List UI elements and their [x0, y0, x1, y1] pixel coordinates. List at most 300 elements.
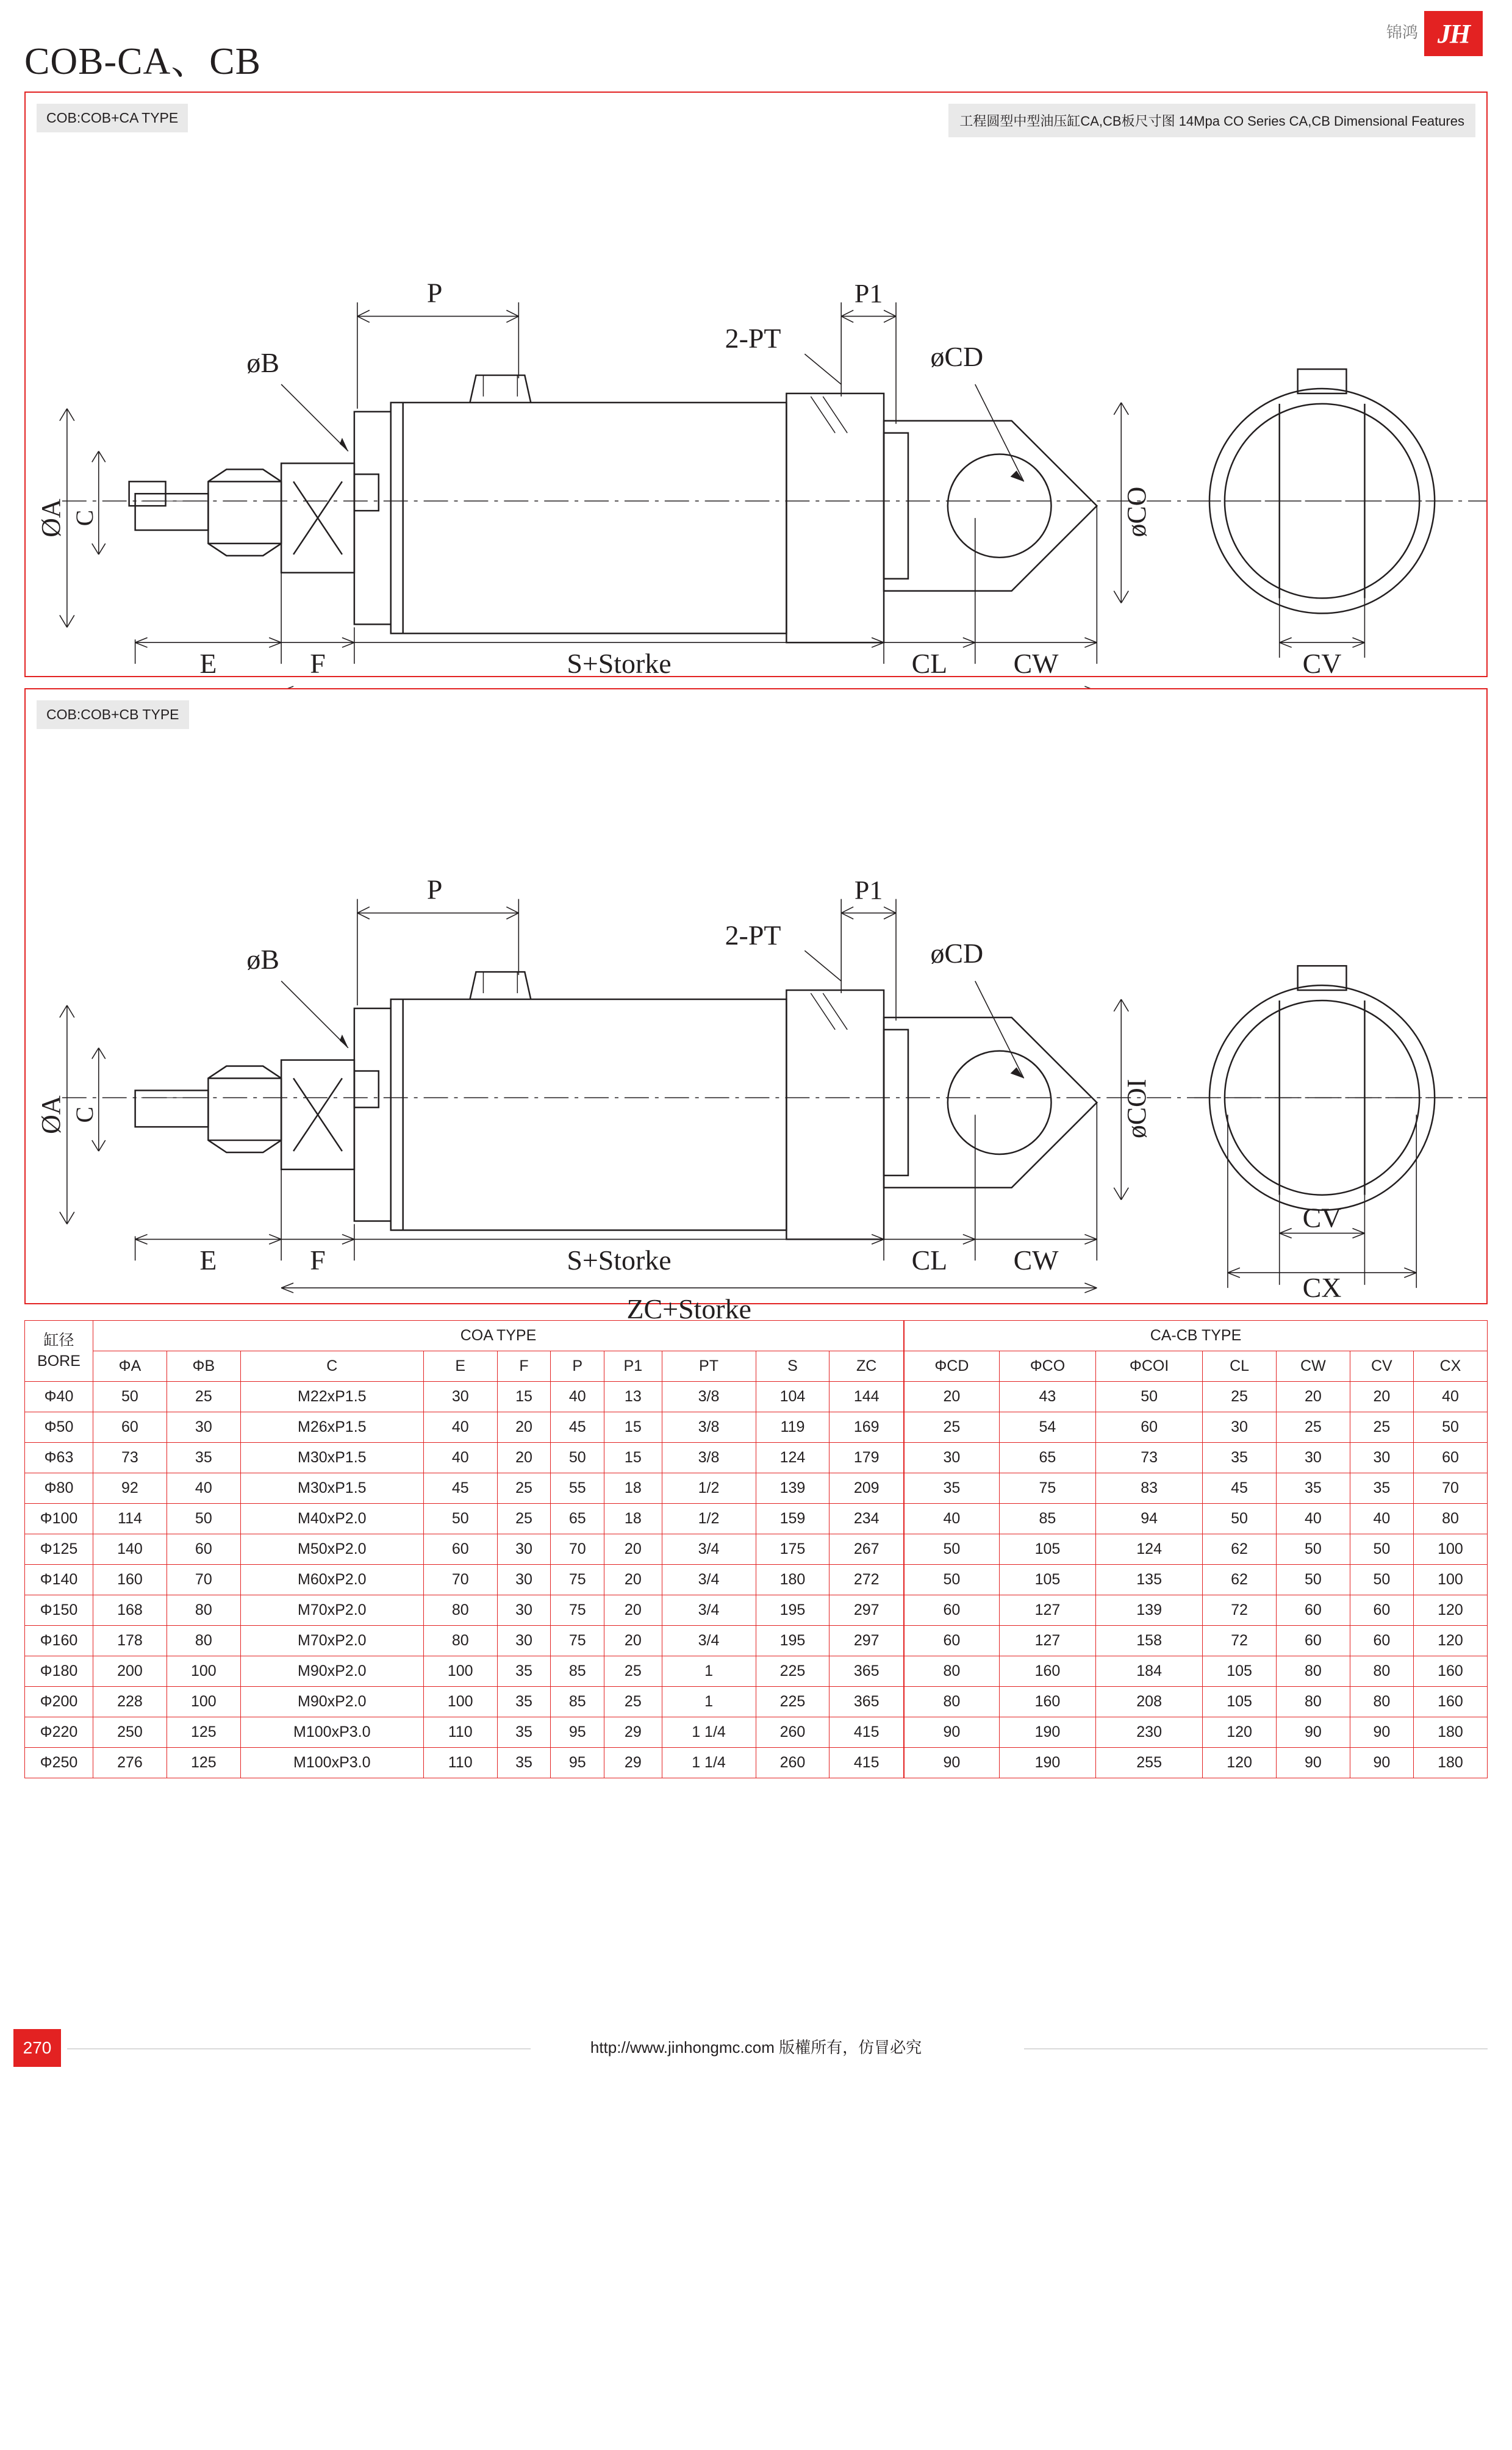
cell-bore: Φ100 [25, 1504, 93, 1534]
page-footer [0, 2029, 1512, 2072]
cell: M90xP2.0 [240, 1687, 423, 1717]
cell: 50 [167, 1504, 240, 1534]
label-P: P [426, 277, 443, 309]
cell: 35 [497, 1687, 551, 1717]
cell: 104 [756, 1382, 829, 1412]
cell: 70 [1413, 1473, 1487, 1504]
label-oCD-2: øCD [930, 938, 984, 969]
cell: 70 [423, 1565, 497, 1595]
cell: 105 [999, 1534, 1095, 1565]
cell: 30 [497, 1595, 551, 1626]
cell: 125 [167, 1717, 240, 1748]
cell: 50 [1096, 1382, 1203, 1412]
cell: 20 [604, 1565, 662, 1595]
label-P1: P1 [854, 279, 883, 309]
cell: 50 [904, 1534, 999, 1565]
cell-bore: Φ125 [25, 1534, 93, 1565]
col-header-CD: ΦCD [904, 1351, 999, 1382]
cell: 50 [1350, 1534, 1413, 1565]
cell: 35 [497, 1656, 551, 1687]
group-header-ca-cb: CA-CB TYPE [904, 1321, 1488, 1351]
bore-header-line1: 缸径 [43, 1331, 74, 1349]
cell-bore: Φ150 [25, 1595, 93, 1626]
col-header-CO: ΦCO [999, 1351, 1095, 1382]
cell: 40 [423, 1412, 497, 1443]
cell: 20 [1277, 1382, 1350, 1412]
cell: 65 [551, 1504, 604, 1534]
cell: 225 [756, 1687, 829, 1717]
cell: 85 [999, 1504, 1095, 1534]
cell: 100 [167, 1656, 240, 1687]
cell: 75 [551, 1626, 604, 1656]
cell: 1 1/4 [662, 1717, 756, 1748]
cell: M70xP2.0 [240, 1626, 423, 1656]
cell: 3/4 [662, 1565, 756, 1595]
cell: 50 [551, 1443, 604, 1473]
cell: 80 [1277, 1687, 1350, 1717]
cell: 160 [1413, 1687, 1487, 1717]
cell: 119 [756, 1412, 829, 1443]
cell: 40 [1277, 1504, 1350, 1534]
label-oCOI: øCOI [1122, 1079, 1152, 1138]
panel-tag-cb: COB:COB+CB TYPE [37, 700, 189, 729]
cell: 160 [1413, 1656, 1487, 1687]
cell: 105 [1203, 1687, 1277, 1717]
cell: 50 [904, 1565, 999, 1595]
cell: M100xP3.0 [240, 1717, 423, 1748]
cell: 70 [167, 1565, 240, 1595]
cell: 90 [1277, 1717, 1350, 1748]
cell: 1 [662, 1656, 756, 1687]
logo-chinese-name: 锦鸿 [1386, 24, 1418, 43]
cell: 100 [167, 1687, 240, 1717]
table-row [25, 1504, 1488, 1534]
cell: 100 [1413, 1565, 1487, 1595]
table-column-header-row [25, 1351, 1488, 1382]
table-row [25, 1595, 1488, 1626]
cell: 90 [1350, 1717, 1413, 1748]
page-header [0, 0, 1512, 92]
cell: 30 [1277, 1443, 1350, 1473]
cell: 40 [904, 1504, 999, 1534]
cell: 168 [93, 1595, 167, 1626]
cell: 139 [1096, 1595, 1203, 1626]
cell: 124 [1096, 1534, 1203, 1565]
label-F: F [310, 648, 326, 680]
cell: 195 [756, 1626, 829, 1656]
label-CW-2: CW [1013, 1245, 1059, 1276]
cell: 260 [756, 1748, 829, 1778]
cell: 110 [423, 1748, 497, 1778]
cell: 40 [551, 1382, 604, 1412]
table-row [25, 1717, 1488, 1748]
label-E: E [199, 648, 217, 680]
cell: 60 [423, 1534, 497, 1565]
cell: 60 [1277, 1595, 1350, 1626]
cell: 90 [904, 1748, 999, 1778]
cell: 195 [756, 1595, 829, 1626]
cell: 75 [999, 1473, 1095, 1504]
label-CV-2: CV [1302, 1202, 1342, 1234]
cell-bore: Φ40 [25, 1382, 93, 1412]
cell: 50 [1277, 1534, 1350, 1565]
cell: 80 [1277, 1656, 1350, 1687]
cell: 85 [551, 1656, 604, 1687]
cell: 180 [1413, 1748, 1487, 1778]
spec-table-wrapper [24, 1320, 1488, 1778]
label-C: C [70, 509, 98, 526]
cell: 35 [1350, 1473, 1413, 1504]
cell: 30 [497, 1534, 551, 1565]
cell: 160 [999, 1687, 1095, 1717]
cell: 160 [999, 1656, 1095, 1687]
cell: 100 [423, 1656, 497, 1687]
col-header-COI: ΦCOI [1096, 1351, 1203, 1382]
cell: 25 [497, 1473, 551, 1504]
col-header-CV: CV [1350, 1351, 1413, 1382]
cell: 180 [1413, 1717, 1487, 1748]
cell: 29 [604, 1748, 662, 1778]
cell: 80 [167, 1595, 240, 1626]
label-2pt: 2-PT [725, 323, 781, 354]
cell: 60 [93, 1412, 167, 1443]
col-header-C: C [240, 1351, 423, 1382]
cell: 125 [167, 1748, 240, 1778]
panel-tag-ca: COB:COB+CA TYPE [37, 104, 188, 132]
cell: 35 [1277, 1473, 1350, 1504]
cell: 50 [1350, 1565, 1413, 1595]
footer-copyright: http://www.jinhongmc.com 版權所有，仿冒必究 [590, 2038, 922, 2057]
cell: 184 [1096, 1656, 1203, 1687]
label-P1-2: P1 [854, 875, 883, 905]
cell: 135 [1096, 1565, 1203, 1595]
cell-bore: Φ160 [25, 1626, 93, 1656]
cell: 178 [93, 1626, 167, 1656]
cell: 50 [423, 1504, 497, 1534]
cell: 415 [829, 1748, 904, 1778]
spec-table-body [25, 1382, 1488, 1778]
cell: 20 [604, 1534, 662, 1565]
cell: M26xP1.5 [240, 1412, 423, 1443]
cell: 25 [604, 1687, 662, 1717]
cell: 144 [829, 1382, 904, 1412]
table-row [25, 1473, 1488, 1504]
label-oCD: øCD [930, 341, 984, 373]
cell: 60 [167, 1534, 240, 1565]
panel-tag-title-ca: 工程圆型中型油压缸CA,CB板尺寸图 14Mpa CO Series CA,CB Dimensional Features [948, 104, 1475, 137]
cell: 25 [497, 1504, 551, 1534]
cell: 260 [756, 1717, 829, 1748]
cell: 169 [829, 1412, 904, 1443]
cell: 29 [604, 1717, 662, 1748]
cell: 105 [999, 1565, 1095, 1595]
cell-bore: Φ180 [25, 1656, 93, 1687]
cell: 50 [1413, 1412, 1487, 1443]
cell: 62 [1203, 1565, 1277, 1595]
col-header-CX: CX [1413, 1351, 1487, 1382]
cell: 30 [1350, 1443, 1413, 1473]
cell: 25 [1203, 1382, 1277, 1412]
cell: 20 [497, 1412, 551, 1443]
logo-mark: JH [1424, 11, 1483, 56]
page-number-badge: 270 [13, 2029, 61, 2067]
label-CX: CX [1302, 1272, 1342, 1304]
table-row [25, 1626, 1488, 1656]
cell: 297 [829, 1595, 904, 1626]
cell: 60 [1350, 1626, 1413, 1656]
cell: 35 [1203, 1443, 1277, 1473]
cell: 80 [904, 1687, 999, 1717]
cell: 1 [662, 1687, 756, 1717]
cell: M30xP1.5 [240, 1473, 423, 1504]
cell: 160 [93, 1565, 167, 1595]
cell: 180 [756, 1565, 829, 1595]
cell: M70xP2.0 [240, 1595, 423, 1626]
label-E-2: E [199, 1245, 217, 1276]
cell: M22xP1.5 [240, 1382, 423, 1412]
col-header-B: ΦB [167, 1351, 240, 1382]
label-CL-2: CL [911, 1245, 948, 1276]
cell: 159 [756, 1504, 829, 1534]
cell: 60 [904, 1595, 999, 1626]
figure-panel-cb [24, 688, 1488, 1324]
bore-header [25, 1321, 93, 1382]
cell: 255 [1096, 1748, 1203, 1778]
cell: 50 [93, 1382, 167, 1412]
table-row [25, 1565, 1488, 1595]
cell: 80 [1413, 1504, 1487, 1534]
label-oB: øB [246, 347, 279, 379]
table-row [25, 1748, 1488, 1778]
cell: 60 [1096, 1412, 1203, 1443]
cell: 208 [1096, 1687, 1203, 1717]
cell: M30xP1.5 [240, 1443, 423, 1473]
cell: 228 [93, 1687, 167, 1717]
cell: 45 [423, 1473, 497, 1504]
cell-bore: Φ80 [25, 1473, 93, 1504]
cell-bore: Φ250 [25, 1748, 93, 1778]
cell: 140 [93, 1534, 167, 1565]
cell: 45 [551, 1412, 604, 1443]
cell: 127 [999, 1595, 1095, 1626]
col-header-P: P [551, 1351, 604, 1382]
cell: 30 [497, 1565, 551, 1595]
cell: 234 [829, 1504, 904, 1534]
cell: M90xP2.0 [240, 1656, 423, 1687]
cell: 20 [604, 1626, 662, 1656]
cell: 40 [167, 1473, 240, 1504]
cell: 73 [1096, 1443, 1203, 1473]
cell: 25 [1350, 1412, 1413, 1443]
cell: 20 [904, 1382, 999, 1412]
cell: 90 [904, 1717, 999, 1748]
cell: 276 [93, 1748, 167, 1778]
table-row [25, 1443, 1488, 1473]
cell: 73 [93, 1443, 167, 1473]
cell: 25 [604, 1656, 662, 1687]
cell: M100xP3.0 [240, 1748, 423, 1778]
col-header-PT: PT [662, 1351, 756, 1382]
table-row [25, 1382, 1488, 1412]
cell: 3/8 [662, 1382, 756, 1412]
cell-bore: Φ50 [25, 1412, 93, 1443]
cell: 80 [1350, 1656, 1413, 1687]
cell: 3/4 [662, 1534, 756, 1565]
cell: 40 [1413, 1382, 1487, 1412]
cell: 40 [423, 1443, 497, 1473]
cell: 80 [423, 1626, 497, 1656]
cell: 415 [829, 1717, 904, 1748]
cell: 50 [1203, 1504, 1277, 1534]
cell: M40xP2.0 [240, 1504, 423, 1534]
cell: 95 [551, 1717, 604, 1748]
cell: 13 [604, 1382, 662, 1412]
cell-bore: Φ63 [25, 1443, 93, 1473]
cylinder-drawing-ca [26, 93, 1486, 680]
label-CL: CL [911, 648, 948, 680]
col-header-E: E [423, 1351, 497, 1382]
label-ZC-storke-2: ZC+Storke [626, 1293, 751, 1324]
cell: 297 [829, 1626, 904, 1656]
cell: 15 [604, 1443, 662, 1473]
cell-bore: Φ200 [25, 1687, 93, 1717]
cell: 54 [999, 1412, 1095, 1443]
cell: 35 [497, 1748, 551, 1778]
cell: 65 [999, 1443, 1095, 1473]
cell: 35 [497, 1717, 551, 1748]
cell: 30 [1203, 1412, 1277, 1443]
cell: 120 [1203, 1717, 1277, 1748]
table-row [25, 1534, 1488, 1565]
cell: 45 [1203, 1473, 1277, 1504]
table-row [25, 1656, 1488, 1687]
table-group-header-row [25, 1321, 1488, 1351]
label-oA-2: ØA [36, 1095, 66, 1134]
cell: 1/2 [662, 1504, 756, 1534]
col-header-CW: CW [1277, 1351, 1350, 1382]
cell: 60 [904, 1626, 999, 1656]
cell: 15 [497, 1382, 551, 1412]
cell: 50 [1277, 1565, 1350, 1595]
cell: 92 [93, 1473, 167, 1504]
cell: 72 [1203, 1626, 1277, 1656]
label-CV: CV [1302, 648, 1342, 680]
cell: 127 [999, 1626, 1095, 1656]
table-row [25, 1687, 1488, 1717]
label-C-2: C [70, 1106, 98, 1123]
cell: 60 [1413, 1443, 1487, 1473]
cell: 18 [604, 1504, 662, 1534]
cell: 90 [1350, 1748, 1413, 1778]
cell: 120 [1413, 1626, 1487, 1656]
label-oCO: øCO [1122, 486, 1152, 537]
cell: M50xP2.0 [240, 1534, 423, 1565]
cell: 139 [756, 1473, 829, 1504]
cell: 30 [423, 1382, 497, 1412]
cell: 25 [1277, 1412, 1350, 1443]
label-oA: ØA [36, 498, 66, 537]
cell: 80 [1350, 1687, 1413, 1717]
cell: M60xP2.0 [240, 1565, 423, 1595]
cell: 3/8 [662, 1443, 756, 1473]
cell: 35 [167, 1443, 240, 1473]
cell: 35 [904, 1473, 999, 1504]
group-header-coa: COA TYPE [93, 1321, 904, 1351]
cell: 190 [999, 1748, 1095, 1778]
cell: 100 [423, 1687, 497, 1717]
cell: 15 [604, 1412, 662, 1443]
figure-panel-ca [24, 92, 1488, 680]
cell: 225 [756, 1656, 829, 1687]
cell: 83 [1096, 1473, 1203, 1504]
cell: 30 [497, 1626, 551, 1656]
page-title: COB-CA、CB [24, 41, 261, 82]
cell: 272 [829, 1565, 904, 1595]
label-CW: CW [1013, 648, 1059, 680]
cell: 95 [551, 1748, 604, 1778]
cell: 124 [756, 1443, 829, 1473]
cell: 1 1/4 [662, 1748, 756, 1778]
cell: 3/4 [662, 1626, 756, 1656]
cell-bore: Φ220 [25, 1717, 93, 1748]
bore-header-line2: BORE [37, 1352, 81, 1370]
cell: 3/8 [662, 1412, 756, 1443]
label-2pt-2: 2-PT [725, 919, 781, 951]
cell: 62 [1203, 1534, 1277, 1565]
cell: 230 [1096, 1717, 1203, 1748]
cell: 75 [551, 1595, 604, 1626]
cell: 18 [604, 1473, 662, 1504]
col-header-P1: P1 [604, 1351, 662, 1382]
cell: 1/2 [662, 1473, 756, 1504]
cell: 43 [999, 1382, 1095, 1412]
col-header-A: ΦA [93, 1351, 167, 1382]
cell: 70 [551, 1534, 604, 1565]
col-header-S: S [756, 1351, 829, 1382]
label-F-2: F [310, 1245, 326, 1276]
cell: 94 [1096, 1504, 1203, 1534]
label-S-storke-2: S+Storke [567, 1245, 672, 1276]
cell: 105 [1203, 1656, 1277, 1687]
cell: 110 [423, 1717, 497, 1748]
cell: 80 [167, 1626, 240, 1656]
cell: 40 [1350, 1504, 1413, 1534]
cell: 30 [904, 1443, 999, 1473]
cell: 30 [167, 1412, 240, 1443]
cell: 114 [93, 1504, 167, 1534]
label-S-storke: S+Storke [567, 648, 672, 680]
cell: 200 [93, 1656, 167, 1687]
cell: 25 [167, 1382, 240, 1412]
cell: 190 [999, 1717, 1095, 1748]
cell: 120 [1413, 1595, 1487, 1626]
cell: 55 [551, 1473, 604, 1504]
label-oB-2: øB [246, 944, 279, 975]
cell: 85 [551, 1687, 604, 1717]
col-header-ZC: ZC [829, 1351, 904, 1382]
cell: 250 [93, 1717, 167, 1748]
table-row [25, 1412, 1488, 1443]
cell: 72 [1203, 1595, 1277, 1626]
cell: 179 [829, 1443, 904, 1473]
cell: 25 [904, 1412, 999, 1443]
label-P-2: P [426, 874, 443, 905]
company-logo [1386, 11, 1483, 56]
col-header-F: F [497, 1351, 551, 1382]
cell: 60 [1277, 1626, 1350, 1656]
col-header-CL: CL [1203, 1351, 1277, 1382]
cell: 75 [551, 1565, 604, 1595]
